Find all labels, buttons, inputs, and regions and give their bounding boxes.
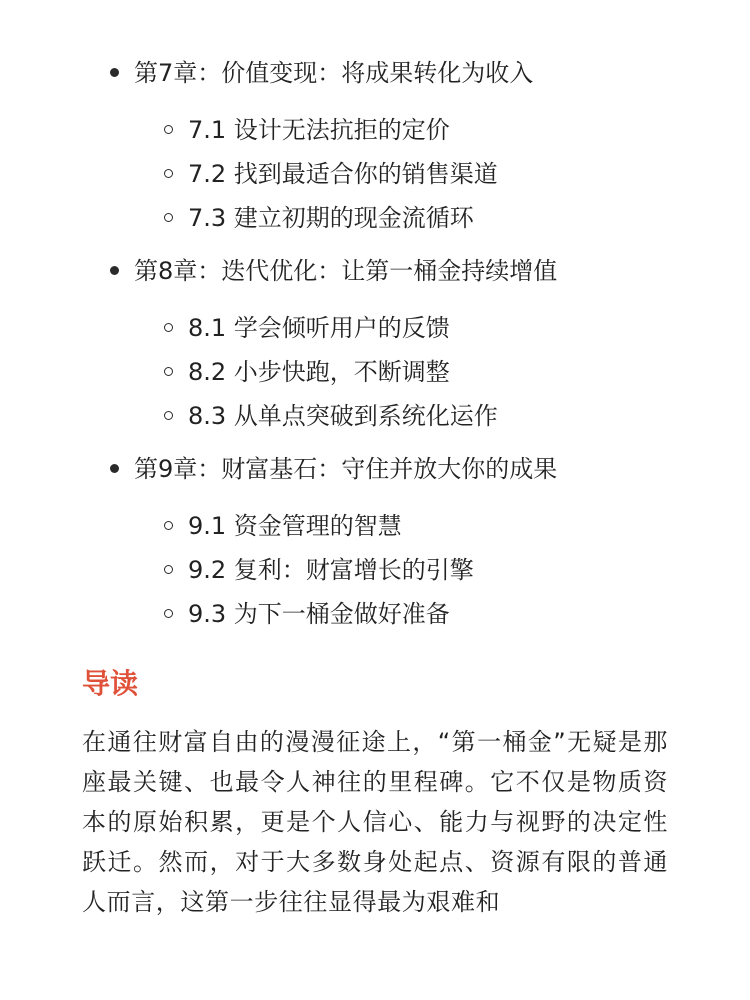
- bullet-disc-icon: [110, 464, 119, 473]
- bullet-circle-icon: [164, 169, 173, 178]
- bullet-circle-icon: [164, 609, 173, 618]
- chapter-item: [0, 52, 750, 240]
- bullet-circle-icon: [164, 411, 173, 420]
- chapter-title-row: [0, 52, 750, 94]
- chapter-title: 第9章：财富基石：守住并放大你的成果: [134, 455, 558, 483]
- section-title: 9.1 资金管理的智慧: [188, 512, 402, 540]
- section-item: [0, 306, 750, 350]
- chapter-title-row: [0, 250, 750, 292]
- section-item: [0, 196, 750, 240]
- section-item: [0, 394, 750, 438]
- bullet-circle-icon: [164, 125, 173, 134]
- section-title: 7.3 建立初期的现金流循环: [188, 204, 474, 232]
- chapter-item: [0, 250, 750, 438]
- bullet-disc-icon: [110, 266, 119, 275]
- section-item: [0, 108, 750, 152]
- bullet-circle-icon: [164, 521, 173, 530]
- section-list: [0, 306, 750, 438]
- bullet-circle-icon: [164, 565, 173, 574]
- chapter-list: [0, 52, 750, 636]
- section-item: [0, 592, 750, 636]
- chapter-title: 第8章：迭代优化：让第一桶金持续增值: [134, 257, 558, 285]
- bullet-disc-icon: [110, 68, 119, 77]
- section-title: 7.1 设计无法抗拒的定价: [188, 116, 450, 144]
- section-title: 9.3 为下一桶金做好准备: [188, 600, 450, 628]
- section-title: 7.2 找到最适合你的销售渠道: [188, 160, 498, 188]
- section-item: [0, 548, 750, 592]
- chapter-item: [0, 448, 750, 636]
- chapter-title-row: [0, 448, 750, 490]
- bullet-circle-icon: [164, 213, 173, 222]
- bullet-circle-icon: [164, 367, 173, 376]
- section-title: 9.2 复利：财富增长的引擎: [188, 556, 474, 584]
- section-item: [0, 504, 750, 548]
- section-title: 8.1 学会倾听用户的反馈: [188, 314, 450, 342]
- chapter-title: 第7章：价值变现：将成果转化为收入: [134, 59, 534, 87]
- section-title: 8.2 小步快跑，不断调整: [188, 358, 450, 386]
- section-title: 8.3 从单点突破到系统化运作: [188, 402, 498, 430]
- intro-heading: 导读: [82, 667, 139, 700]
- intro-paragraph: 在通往财富自由的漫漫征途上，“第一桶金”无疑是那座最关键、也最令人神往的里程碑。它不仅是物质资本的原始积累，更是个人信心、能力与视野的决定性跃迁。然而，对于大多数身处起点、资源有限的普通人而言，这第一步往往显得最为艰难和: [82, 728, 668, 916]
- section-list: [0, 504, 750, 636]
- bullet-circle-icon: [164, 323, 173, 332]
- section-item: [0, 350, 750, 394]
- section-list: [0, 108, 750, 240]
- section-item: [0, 152, 750, 196]
